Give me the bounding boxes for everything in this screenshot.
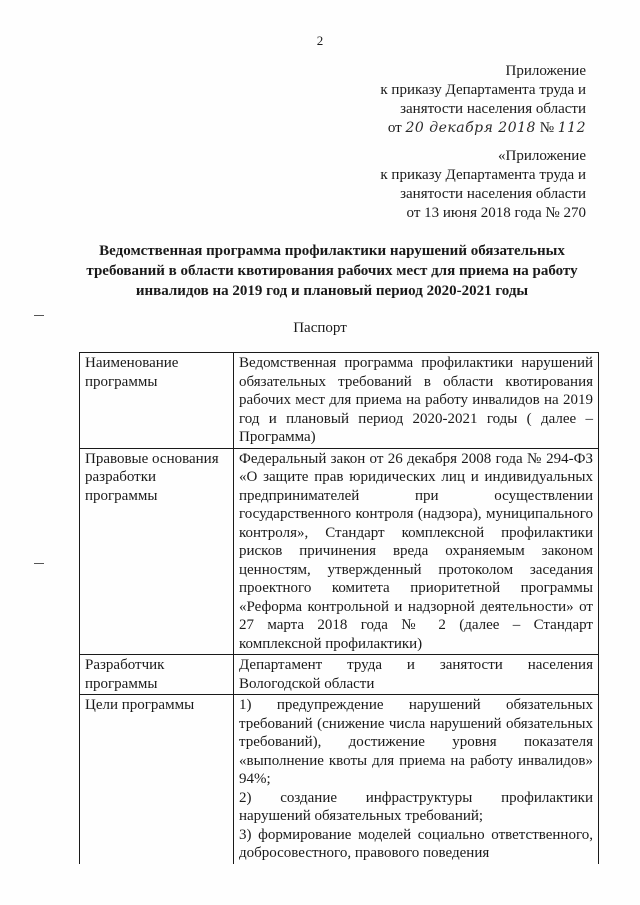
annex-header bbox=[380, 62, 586, 138]
annex-line: от 13 июня 2018 года № 270 bbox=[406, 205, 586, 221]
margin-mark bbox=[34, 315, 44, 316]
number-label: № bbox=[539, 120, 555, 136]
passport-heading: Паспорт bbox=[293, 320, 347, 336]
table-row bbox=[80, 448, 599, 655]
passport-table bbox=[79, 352, 599, 864]
margin-mark bbox=[34, 563, 44, 564]
table-row bbox=[80, 655, 599, 695]
table-row bbox=[80, 695, 599, 864]
row-key: Цели программы bbox=[80, 695, 234, 864]
handwritten-number: 112 bbox=[557, 120, 586, 136]
goal-item: 1) предупреждение нарушений обязательных требований (снижение числа нарушений обязательных требований), достижение уровня показателя «выполнение квоты для приема на работу инвалидов» 94%; bbox=[239, 697, 593, 787]
row-value: Ведомственная программа профилактики нарушений обязательных требований в области квотирования рабочих мест для приема на работу инвалидов на 2019 год и плановый период 2020-2021 годы ( далее – Программа) bbox=[234, 353, 599, 449]
annex-line: Приложение bbox=[505, 63, 586, 79]
row-key: Наименование программы bbox=[80, 353, 234, 449]
goal-item: 2) создание инфраструктуры профилактики нарушений обязательных требований; bbox=[239, 789, 593, 824]
annex-line: занятости населения области bbox=[400, 186, 586, 202]
original-annex-header bbox=[380, 147, 586, 223]
annex-line: занятости населения области bbox=[400, 101, 586, 117]
page-number: 2 bbox=[316, 33, 324, 48]
date-prefix: от bbox=[387, 120, 402, 136]
row-value: Департамент труда и занятости населения Вологодской области bbox=[234, 655, 599, 695]
row-value bbox=[234, 695, 599, 864]
document-title: Ведомственная программа профилактики нарушений обязательных требований в области квотирования рабочих мест для приема на работу инвалидов на 2019 год и плановый период 2020-2021 годы bbox=[86, 243, 578, 299]
goal-item: 3) формирование моделей социально ответственного, добросовестного, правового поведения bbox=[239, 826, 593, 861]
annex-line: к приказу Департамента труда и bbox=[380, 167, 586, 183]
row-value: Федеральный закон от 26 декабря 2008 года № 294-ФЗ «О защите прав юридических лиц и индивидуальных предпринимателей при осуществлении государственного контроля (надзора), муниципального контроля», Стандарт комплексной профилактики рисков причинения вреда охраняемым законом ценностям, утвержденный протоколом заседания проектного комитета приоритетной программы «Реформа контрольной и надзорной деятельности» от 27 марта 2018 года № 2 (далее – Стандарт комплексной профилактики) bbox=[234, 448, 599, 655]
annex-date-line bbox=[380, 119, 586, 138]
table-row bbox=[80, 353, 599, 449]
row-key: Правовые основания разработки программы bbox=[80, 448, 234, 655]
annex-line: «Приложение bbox=[497, 148, 586, 164]
handwritten-date: 20 декабря 2018 bbox=[405, 120, 536, 136]
row-key: Разработчик программы bbox=[80, 655, 234, 695]
annex-line: к приказу Департамента труда и bbox=[380, 82, 586, 98]
